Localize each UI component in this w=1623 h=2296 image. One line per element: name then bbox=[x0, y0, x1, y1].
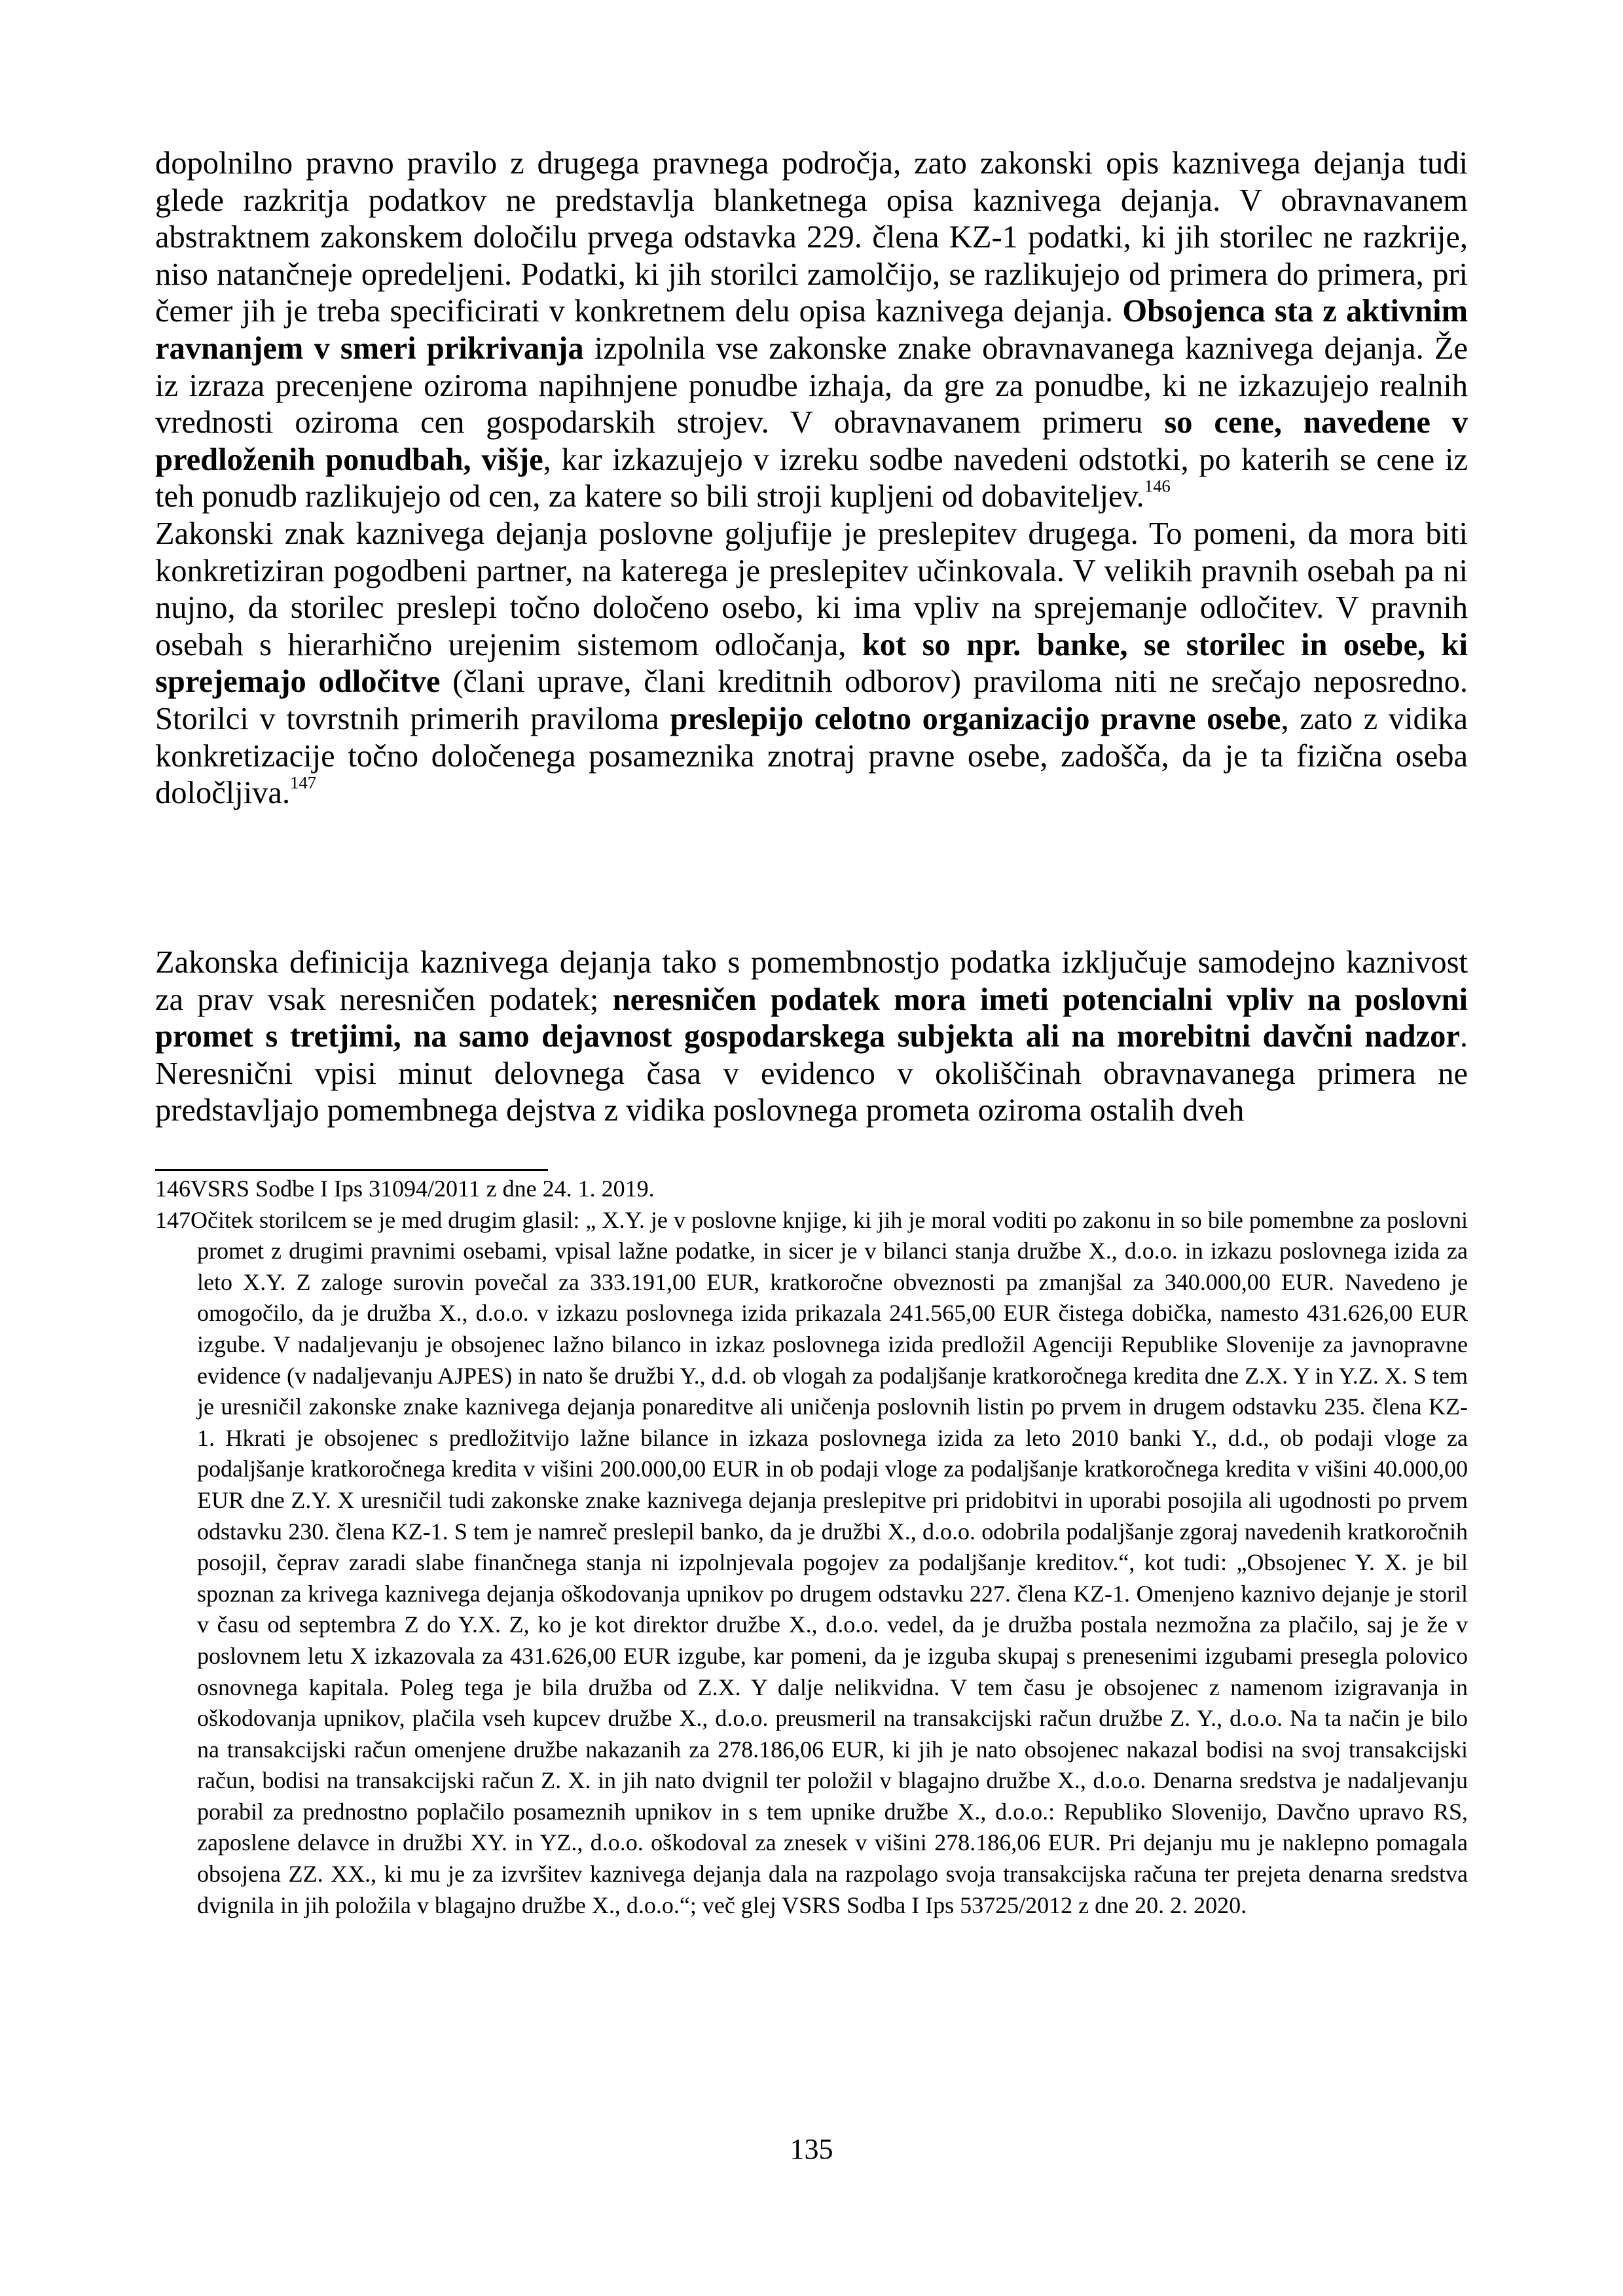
body-text-top bbox=[155, 145, 1468, 812]
bold-emphasis: so cene, navedene v predloženih ponudbah, višje bbox=[155, 405, 1468, 477]
footnote-text: Očitek storilcem se je med drugim glasil: „ X.Y. je v poslovne knjige, ki jih je moral voditi po zakonu in so bile pomembne za poslovni promet z drugimi pravnimi osebami, vpisal lažne podatke, in sicer je v bilanci stanja družbe X., d.o.o. in izkazu poslovnega izida za leto X.Y. Z zaloge surovin povečal za 333.191,00 EUR, kratkoročne obveznosti pa zmanjšal za 340.000,00 EUR. Navedeno je omogočilo, da je družba X., d.o.o. v izkazu poslovnega izida prikazala 241.565,00 EUR čistega dobička, namesto 431.626,00 EUR izgube. V nadaljevanju je obsojenec lažno bilanco in izkaz poslovnega izida predložil Agenciji Republike Slovenije za javnopravne evidence (v nadaljevanju AJPES) in nato še družbi Y., d.d. ob vlogah za podaljšanje kratkoročnega kredita dne Z.X. Y in Y.Z. X. S tem je uresničil zakonske znake kaznivega dejanja ponareditve ali uničenja poslovnih listin po prvem in drugem odstavku 235. člena KZ-1. Hkrati je obsojenec s predložitvijo lažne bilance in izkaza poslovnega izida za leto 2010 banki Y., d.d., ob podaji vloge za podaljšanje kratkoročnega kredita v višini 200.000,00 EUR in ob podaji vloge za podaljšanje kratkoročnega kredita v višini 40.000,00 EUR dne Z.Y. X uresničil tudi zakonske znake kaznivega dejanja preslepitve pri pridobitvi in uporabi posojila ali ugodnosti po prvem odstavku 230. člena KZ-1. S tem je namreč preslepil banko, da je družbi X., d.o.o. odobrila podaljšanje zgoraj navedenih kratkoročnih posojil, čeprav zaradi slabe finančnega stanja ni izpolnjevala pogojev za podaljšanje kreditov.“, kot tudi: „Obsojenec Y. X. je bil spoznan za krivega kaznivega dejanja oškodovanja upnikov po drugem odstavku 227. člena KZ-1. Omenjeno kaznivo dejanje je storil v času od septembra Z do Y.X. Z, ko je kot direktor družbe X., d.o.o. vedel, da je družba postala nezmožna za plačilo, saj je že v poslovnem letu X izkazovala za 431.626,00 EUR izgube, kar pomeni, da je izguba skupaj s prenesenimi izgubami presegla polovico osnovnega kapitala. Poleg tega je bila družba od Z.X. Y dalje nelikvidna. V tem času je obsojenec z namenom izigravanja in oškodovanja upnikov, plačila vseh kupcev družbe X., d.o.o. preusmeril na transakcijski račun družbe Z. Y., d.o.o. Na ta način je bilo na transakcijski račun omenjene družbe nakazanih za 278.186,06 EUR, ki jih je nato obsojenec nakazal bodisi na svoj transakcijski račun, bodisi na transakcijski račun Z. X. in jih nato dvignil ter položil v blagajno družbe X., d.o.o. Denarna sredstva je nadaljevanju porabil za prednostno poplačilo posameznih upnikov in s tem upnike družbe X., d.o.o.: Republiko Slovenijo, Davčno upravo RS, zaposlene delavce in družbi XY. in YZ., d.o.o. oškodoval za znesek v višini 278.186,06 EUR. Pri dejanju mu je naklepno pomagala obsojena ZZ. XX., ki mu je za izvršitev kaznivega dejanja dala na razpolago svoja transakcijska računa ter prejeta denarna sredstva dvignila in jih položila v blagajno družbe X., d.o.o.“; več glej VSRS Sodba I Ips 53725/2012 z dne 20. 2. 2020. bbox=[191, 1206, 1468, 1918]
footnote-number: 147 bbox=[155, 1206, 191, 1233]
footnote-146 bbox=[155, 1174, 1468, 1205]
page-number: 135 bbox=[790, 2133, 833, 2165]
body-text-bottom bbox=[155, 944, 1468, 1130]
footnote-number: 146 bbox=[155, 1175, 191, 1202]
footnotes bbox=[155, 1174, 1468, 1921]
paragraph: Zakonski znak kaznivega dejanja poslovne goljufije je preslepitev drugega. To pomeni, da mora biti konkretiziran pogodbeni partner, na katerega je preslepitev učinkovala. V velikih pravnih osebah pa ni nujno, da storilec preslepi točno določeno osebo, ki ima vpliv na sprejemanje odločitev. V pravnih osebah s hierarhično urejenim sistemom odločanja, kot so npr. banke, se storilec in osebe, ki sprejemajo odločitve (člani uprave, člani kreditnih odborov) praviloma niti ne srečajo neposredno. Storilci v tovrstnih primerih praviloma preslepijo celotno organizacijo pravne osebe, zato z vidika konkretizacije točno določenega posameznika znotraj pravne osebe, zadošča, da je ta fizična oseba določljiva.$^{147}$ bbox=[155, 516, 1468, 811]
paragraph: Zakonska definicija kaznivega dejanja tako s pomembnostjo podatka izključuje samodejno kaznivost za prav vsak neresničen podatek; neresničen podatek mora imeti potencialni vpliv na poslovni promet s tretjimi, na samo dejavnost gospodarskega subjekta ali na morebitni davčni nadzor. Neresnični vpisi minut delovnega časa v evidenco v okoliščinah obravnavanega primera ne predstavljajo pomembnega dejstva z vidika poslovnega prometa oziroma ostalih dveh bbox=[155, 945, 1468, 1128]
paragraph: dopolnilno pravno pravilo z drugega pravnega področja, zato zakonski opis kaznivega dejanja tudi glede razkritja podatkov ne predstavlja blanketnega opisa kaznivega dejanja. V obravnavanem abstraktnem zakonskem določilu prvega odstavka 229. člena KZ-1 podatki, ki jih storilec ne razkrije, niso natančneje opredeljeni. Podatki, ki jih storilci zamolčijo, se razlikujejo od primera do primera, pri čemer jih je treba specificirati v konkretnem delu opisa kaznivega dejanja. Obsojenca sta z aktivnim ravnanjem v smeri prikrivanja izpolnila vse zakonske znake obravnavanega kaznivega dejanja. Že iz izraza precenjene oziroma napihnjene ponudbe izhaja, da gre za ponudbe, ki ne izkazujejo realnih vrednosti oziroma cen gospodarskih strojev. V obravnavanem primeru so cene, navedene v predloženih ponudbah, višje, kar izkazujejo v izreku sodbe navedeni odstotki, po katerih se cene iz teh ponudb razlikujejo od cen, za katere so bili stroji kupljeni od dobaviteljev.$^{146}$ bbox=[155, 146, 1468, 514]
bold-emphasis: preslepijo celotno organizacijo pravne osebe bbox=[670, 701, 1281, 736]
bold-emphasis: neresničen podatek mora imeti potencialni vpliv na poslovni promet s tretjimi, na samo dejavnost gospodarskega subjekta ali na morebitni davčni nadzor bbox=[155, 982, 1468, 1054]
bold-emphasis: kot so npr. banke, se storilec in osebe, ki sprejemajo odločitve bbox=[155, 627, 1468, 700]
bold-emphasis: Obsojenca sta z aktivnim ravnanjem v smeri prikrivanja bbox=[155, 294, 1468, 366]
footnote-separator bbox=[155, 1169, 548, 1171]
footnote-text: VSRS Sodbe I Ips 31094/2011 z dne 24. 1. 2019. bbox=[191, 1175, 655, 1202]
footnote-reference[interactable]: 146 bbox=[1144, 476, 1171, 496]
footnote-reference[interactable]: 147 bbox=[290, 772, 317, 793]
footnote-147 bbox=[155, 1205, 1468, 1922]
